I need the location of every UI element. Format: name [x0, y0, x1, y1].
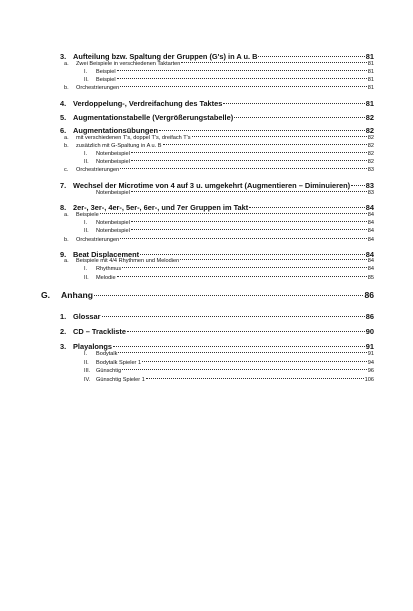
toc-dot-leader: [258, 56, 364, 57]
toc-page-number: 83: [367, 190, 374, 196]
toc-entry-number: 1.: [60, 312, 67, 321]
toc-entry-number: I.: [84, 69, 88, 75]
toc-page-number: 82: [367, 159, 374, 165]
toc-entry-title: Playalongs: [73, 342, 113, 351]
toc-subentry: [84, 159, 374, 165]
toc-page-number: 81: [367, 77, 374, 83]
toc-dot-leader: [192, 136, 367, 137]
toc-entry-number: 5.: [60, 113, 67, 122]
toc-entry-number: II.: [84, 275, 89, 281]
toc-entry-number: 3.: [60, 52, 67, 61]
toc-dot-leader: [117, 70, 367, 71]
toc-entry-title: CD – Trackliste: [73, 327, 126, 336]
toc-subentry: [84, 228, 374, 234]
toc-entry-title: Zwei Beispiele in verschiedenen Taktarten: [76, 61, 181, 67]
toc-entry-title: 2er-, 3er-, 4er-, 5er-, 6er-, und 7er Gruppen im Takt: [73, 203, 249, 212]
toc-section: [60, 203, 374, 212]
toc-subentry: [64, 85, 374, 91]
toc-entry-number: I.: [84, 351, 88, 357]
toc-entry-title: Augmentationstabelle (Vergrößerungstabelle): [73, 113, 234, 122]
toc-entry-title: Notenbeispiel: [96, 190, 130, 196]
toc-dot-leader: [131, 191, 367, 192]
toc-section: [60, 181, 374, 190]
toc-entry-number: I.: [84, 266, 88, 272]
toc-dot-leader: [117, 78, 367, 79]
toc-subentry: [84, 351, 374, 357]
toc-entry-title: Günschtig: [96, 368, 122, 374]
toc-entry-number: 8.: [60, 203, 67, 212]
toc-entry-title: Augmentationsübungen: [73, 126, 158, 135]
toc-dot-leader: [122, 267, 367, 268]
toc-dot-leader: [120, 238, 367, 239]
toc-page-number: 94: [367, 360, 374, 366]
toc-entry-number: c.: [64, 167, 69, 173]
toc-subentry: [64, 212, 374, 218]
toc-subentry: [84, 360, 374, 366]
toc-entry-title: Bodytalk Spieler 1: [96, 360, 142, 366]
toc-entry-number: IV.: [84, 377, 91, 383]
toc-subentry: [64, 258, 374, 264]
toc-entry-title: Aufteilung bzw. Spaltung der Gruppen (G's) in A u. B: [73, 52, 258, 61]
toc-section: [60, 99, 374, 108]
toc-entry-number: a.: [64, 258, 69, 264]
toc-chapter: [41, 290, 374, 300]
toc-subentry: [64, 61, 374, 67]
toc-dot-leader: [131, 221, 367, 222]
toc-page-number: 82: [367, 151, 374, 157]
toc-page-number: 84: [367, 228, 374, 234]
toc-dot-leader: [113, 346, 365, 347]
toc-subentry: [84, 220, 374, 226]
toc-section: [60, 126, 374, 135]
toc-entry-title: Glossar: [73, 312, 101, 321]
toc-entry-number: 4.: [60, 99, 67, 108]
toc-entry-number: 6.: [60, 126, 67, 135]
toc-entry-title: Notenbeispiel: [96, 228, 130, 234]
toc-page-number: 82: [365, 126, 374, 135]
toc-page-number: 82: [367, 135, 374, 141]
toc-dot-leader: [131, 229, 367, 230]
toc-entry-title: Rhythmus: [96, 266, 122, 272]
toc-entry-number: II.: [84, 228, 89, 234]
toc-entry-title: Orchestrierungen: [76, 85, 120, 91]
toc-page-number: 81: [367, 85, 374, 91]
toc-page-number: 82: [365, 113, 374, 122]
toc-entry-title: Beispiel: [96, 77, 116, 83]
toc-page-number: 81: [365, 99, 374, 108]
toc-entry-number: I.: [84, 220, 88, 226]
toc-dot-leader: [127, 331, 365, 332]
toc-entry-number: a.: [64, 61, 69, 67]
toc-page-number: 84: [365, 203, 374, 212]
toc-dot-leader: [122, 369, 367, 370]
toc-dot-leader: [117, 276, 367, 277]
toc-page-number: 84: [367, 212, 374, 218]
toc-entry-title: Notenbeispiel: [96, 151, 130, 157]
toc-entry-title: Notenbeispiel: [96, 159, 130, 165]
toc-page-number: 106: [364, 377, 374, 383]
toc-entry-number: 7.: [60, 181, 67, 190]
toc-dot-leader: [146, 378, 364, 379]
toc-dot-leader: [249, 207, 365, 208]
toc-page-number: 81: [365, 52, 374, 61]
toc-section: [60, 113, 374, 122]
toc-dot-leader: [102, 316, 365, 317]
toc-dot-leader: [180, 259, 367, 260]
toc-section: [60, 327, 374, 336]
toc-entry-title: Melodie: [96, 275, 116, 281]
toc-section: [60, 52, 374, 61]
toc-entry-number: II.: [84, 159, 89, 165]
toc-dot-leader: [351, 185, 365, 186]
toc-section: [60, 312, 374, 321]
toc-entry-number: b.: [64, 85, 69, 91]
toc-entry-title: Anhang: [61, 290, 93, 300]
toc-page-number: 91: [367, 351, 374, 357]
toc-page-number: 84: [367, 220, 374, 226]
toc-subentry: [84, 368, 374, 374]
toc-subentry: [84, 69, 374, 75]
toc-page-number: 81: [367, 69, 374, 75]
toc-page-number: 81: [367, 61, 374, 67]
toc-subentry: [64, 167, 374, 173]
toc-dot-leader: [131, 160, 367, 161]
toc-page-number: 91: [365, 342, 374, 351]
toc-section: [60, 342, 374, 351]
toc-dot-leader: [181, 62, 366, 63]
toc-entry-number: G.: [41, 290, 51, 300]
toc-page-number: 85: [367, 275, 374, 281]
toc-subentry: [64, 143, 374, 149]
toc-entry-number: I.: [84, 151, 88, 157]
toc-dot-leader: [163, 144, 367, 145]
toc-entry-number: II.: [84, 360, 89, 366]
toc-page-number: 84: [367, 266, 374, 272]
toc-entry-title: Notenbeispiel: [96, 220, 130, 226]
toc-entry-number: 9.: [60, 250, 67, 259]
toc-page-number: 83: [367, 167, 374, 173]
toc-page-number: 84: [365, 250, 374, 259]
toc-dot-leader: [120, 168, 367, 169]
toc-page-number: 86: [364, 290, 374, 300]
toc-page-number: 96: [367, 368, 374, 374]
toc-entry-title: zusätzlich mit G-Spaltung in A u. B: [76, 143, 162, 149]
toc-page-number: 84: [367, 237, 374, 243]
toc-dot-leader: [118, 352, 366, 353]
toc-dot-leader: [234, 117, 365, 118]
toc-dot-leader: [223, 103, 364, 104]
toc-page-number: 82: [367, 143, 374, 149]
toc-entry-title: Orchestrierungen: [76, 167, 120, 173]
toc-entry-number: III.: [84, 368, 91, 374]
toc-dot-leader: [100, 213, 367, 214]
toc-entry-title: Verdoppelung-, Verdreifachung des Taktes: [73, 99, 223, 108]
toc-entry-number: b.: [64, 237, 69, 243]
toc-page-number: 90: [365, 327, 374, 336]
toc-entry-title: mit verschiedenen T's, doppel T's, dreifach T's: [76, 135, 191, 141]
toc-entry-number: a.: [64, 135, 69, 141]
toc-dot-leader: [159, 130, 365, 131]
toc-subentry: [64, 237, 374, 243]
toc-entry-number: 2.: [60, 327, 67, 336]
toc-entry-title: Bodytalk: [96, 351, 118, 357]
toc-dot-leader: [140, 254, 365, 255]
toc-entry-title: Beat Displacement: [73, 250, 140, 259]
toc-entry-title: Günschtig Spieler 1: [96, 377, 145, 383]
toc-entry-number: II.: [84, 77, 89, 83]
toc-entry-title: Wechsel der Microtime von 4 auf 3 u. umgekehrt (Augmentieren – Diminuieren): [73, 181, 351, 190]
toc-subentry: [84, 275, 374, 281]
toc-entry-title: Beispiel: [96, 69, 116, 75]
toc-dot-leader: [120, 86, 367, 87]
toc-subentry: [84, 77, 374, 83]
toc-subentry: [64, 135, 374, 141]
toc-entry-number: a.: [64, 212, 69, 218]
toc-entry-title: Orchestrierungen: [76, 237, 120, 243]
toc-page-number: 83: [365, 181, 374, 190]
toc-entry-title: Beispiele: [76, 212, 99, 218]
toc-dot-leader: [142, 361, 367, 362]
toc-subentry: [84, 151, 374, 157]
toc-entry-number: 3.: [60, 342, 67, 351]
toc-dot-leader: [131, 152, 367, 153]
toc-entry-number: b.: [64, 143, 69, 149]
toc-subentry: [84, 190, 374, 196]
toc-page-number: 86: [365, 312, 374, 321]
toc-subentry: [84, 266, 374, 272]
toc-dot-leader: [94, 295, 363, 296]
toc-subentry: [84, 377, 374, 383]
toc-page-number: 84: [367, 258, 374, 264]
toc-entry-title: Beispiele mit 4/4 Rhythmen und Melodien: [76, 258, 180, 264]
